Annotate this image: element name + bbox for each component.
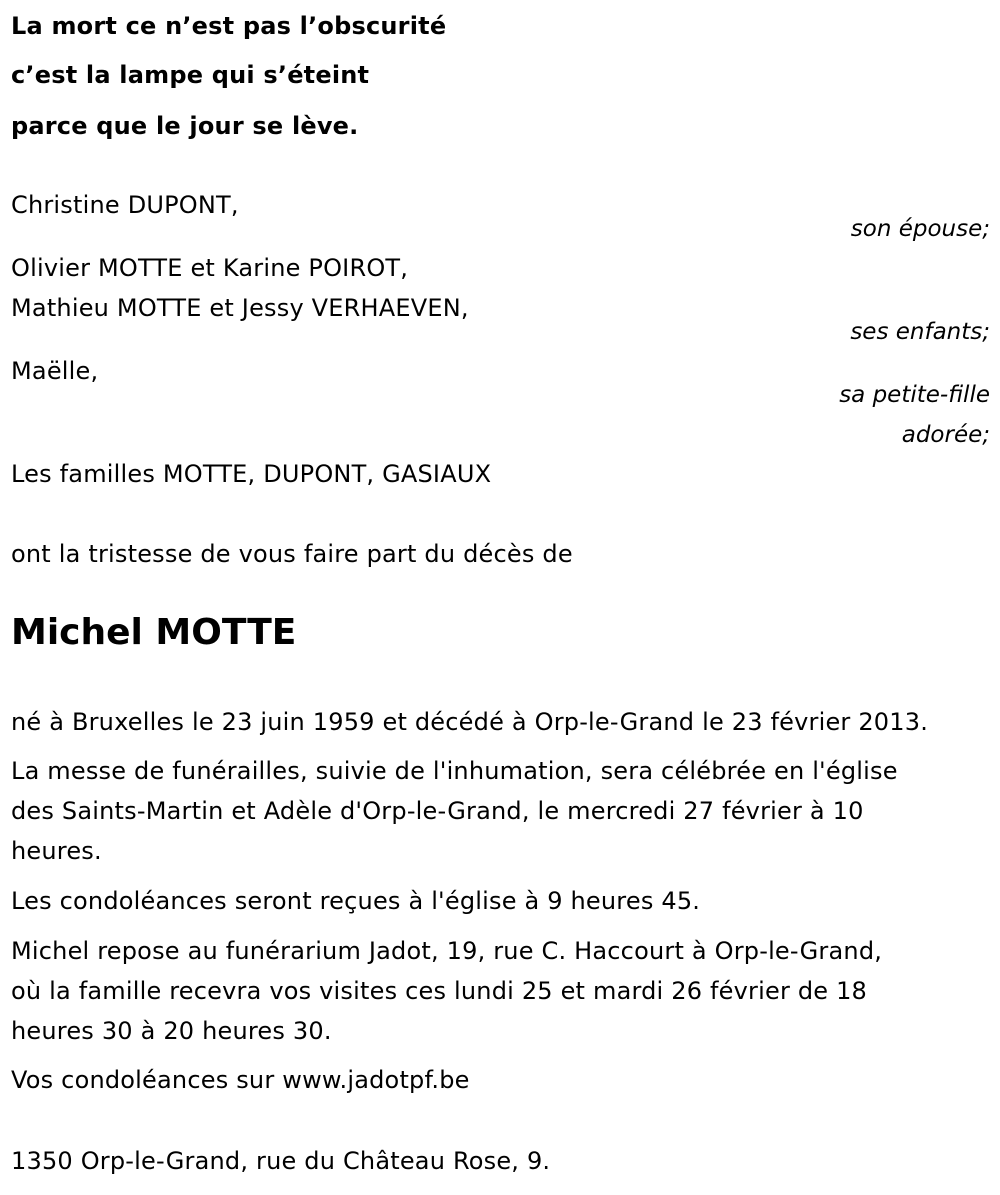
funeral-text-line-1: La messe de funérailles, suivie de l'inhumation, sera célébrée en l'église — [11, 757, 898, 785]
poem-line-2: c’est la lampe qui s’éteint — [11, 61, 370, 89]
rest-text-line-1: Michel repose au funérarium Jadot, 19, rue C. Haccourt à Orp-le-Grand, — [11, 937, 883, 965]
funeral-text-line-2: des Saints-Martin et Adèle d'Orp-le-Grand, le mercredi 27 février à 10 — [11, 797, 864, 825]
granddaughter-role-line-2: adorée; — [901, 422, 990, 448]
child-1-name: Olivier MOTTE et Karine POIROT, — [11, 254, 409, 282]
rest-text-line-3: heures 30 à 20 heures 30. — [11, 1017, 332, 1045]
family-address: 1350 Orp-le-Grand, rue du Château Rose, 9. — [11, 1147, 551, 1175]
poem-line-3: parce que le jour se lève. — [11, 112, 359, 140]
funeral-text-line-3: heures. — [11, 837, 102, 865]
children-role: ses enfants; — [850, 319, 990, 345]
rest-text-line-2: où la famille recevra vos visites ces lundi 25 et mardi 26 février de 18 — [11, 977, 868, 1005]
extended-families: Les familles MOTTE, DUPONT, GASIAUX — [11, 460, 492, 488]
spouse-name: Christine DUPONT, — [11, 191, 239, 219]
spouse-role: son épouse; — [850, 216, 990, 242]
deceased-name: Michel MOTTE — [11, 612, 297, 653]
granddaughter-role-line-1: sa petite-fille — [839, 382, 990, 408]
birth-death-text: né à Bruxelles le 23 juin 1959 et décédé à Orp-le-Grand le 23 février 2013. — [11, 708, 929, 736]
child-2-name: Mathieu MOTTE et Jessy VERHAEVEN, — [11, 294, 469, 322]
announcement-text: ont la tristesse de vous faire part du décès de — [11, 540, 573, 568]
church-condolences-text: Les condoléances seront reçues à l'église à 9 heures 45. — [11, 887, 701, 915]
granddaughter-name: Maëlle, — [11, 357, 99, 385]
poem-line-1: La mort ce n’est pas l’obscurité — [11, 12, 447, 40]
online-condolences-text: Vos condoléances sur www.jadotpf.be — [11, 1066, 470, 1094]
